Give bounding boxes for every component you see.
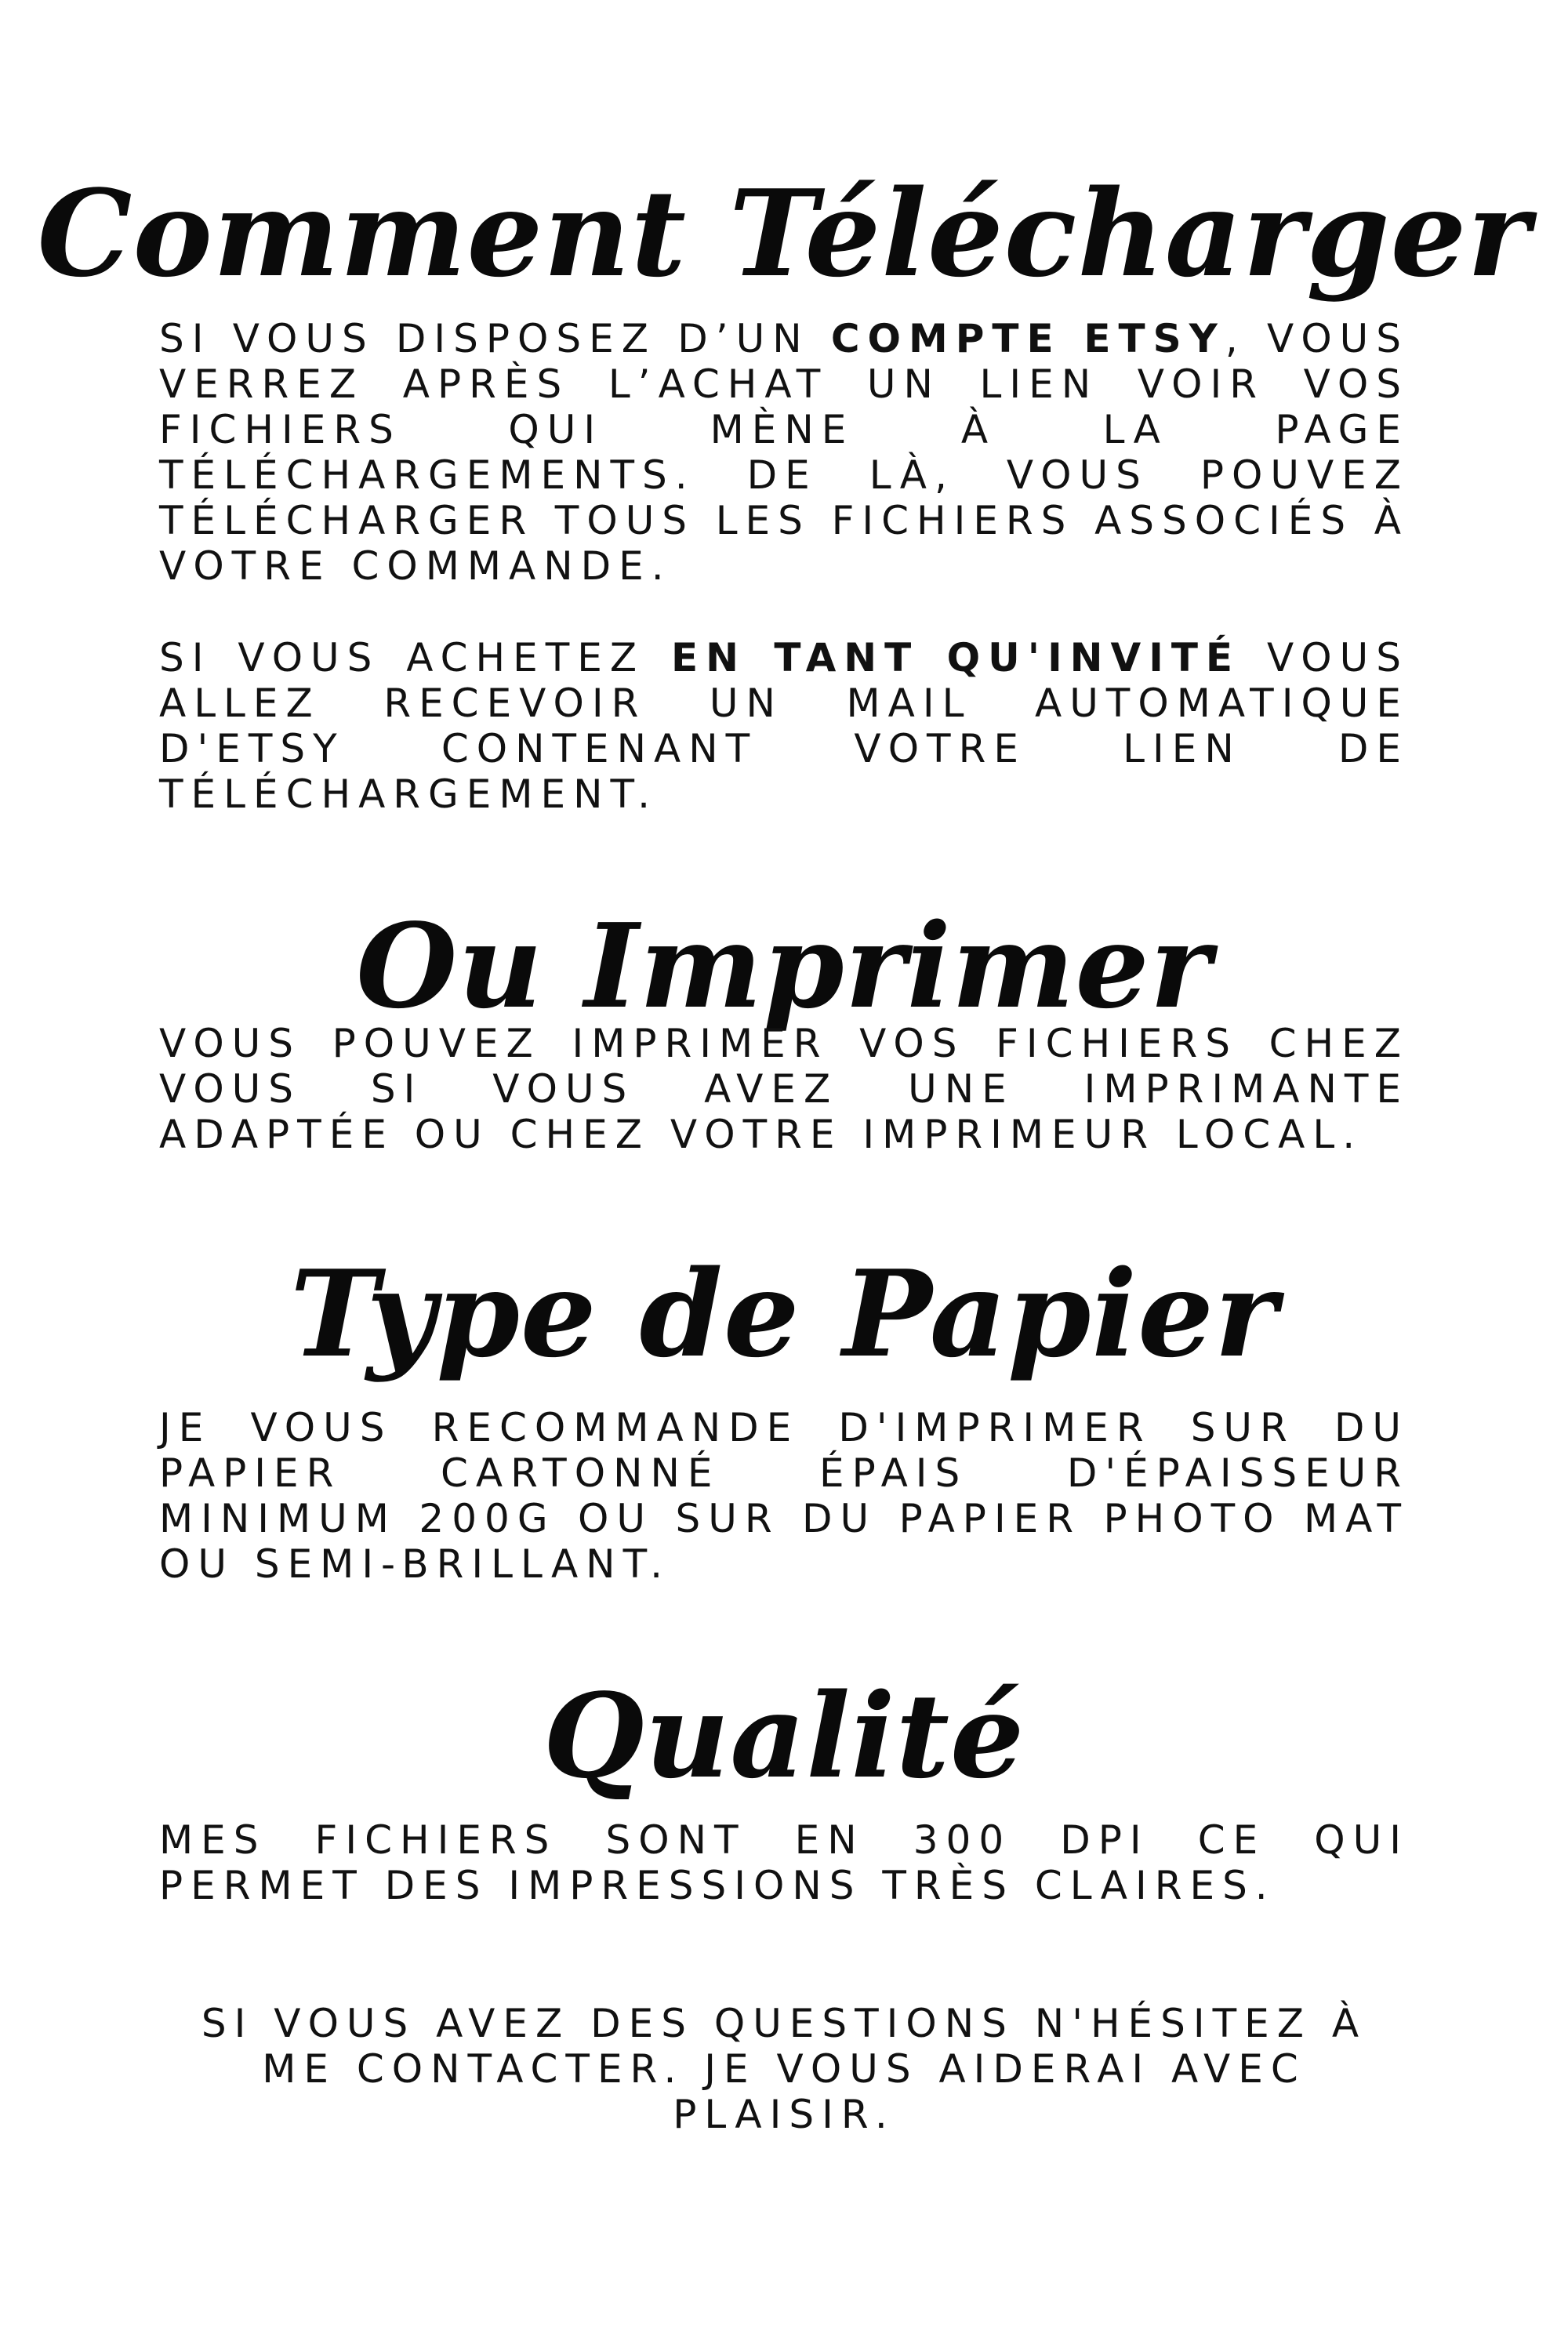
guest-text-bold: EN TANT QU'INVITÉ <box>670 635 1241 681</box>
heading-quality: Qualité <box>543 1668 1025 1804</box>
quality-paragraph: MES FICHIERS SONT EN 300 DPI CE QUI PERMET DES IMPRESSIONS TRÈS CLAIRES. <box>159 1817 1409 1908</box>
heading-download: Comment Télécharger <box>37 163 1531 303</box>
guest-text-end: VOUS ALLEZ RECEVOIR UN MAIL AUTOMATIQUE D'ETSY CONTENANT VOTRE LIEN DE TÉLÉCHARGEMENT. <box>159 635 1409 817</box>
paper-paragraph: JE VOUS RECOMMANDE D'IMPRIMER SUR DU PAPIER CARTONNÉ ÉPAIS D'ÉPAISSEUR MINIMUM 200G OU SUR DU PAPIER PHOTO MAT OU SEMI-BRILLANT. <box>159 1405 1409 1587</box>
print-paragraph: VOUS POUVEZ IMPRIMER VOS FICHIERS CHEZ VOUS SI VOUS AVEZ UNE IMPRIMANTE ADAPTÉE OU CHEZ VOTRE IMPRIMEUR LOCAL. <box>159 1021 1409 1157</box>
guest-text-start: SI VOUS ACHETEZ <box>159 635 671 681</box>
contact-paragraph: SI VOUS AVEZ DES QUESTIONS N'HÉSITEZ À ME CONTACTER. JE VOUS AIDERAI AVEC PLAISIR. <box>201 2001 1367 2137</box>
download-paragraph-account <box>159 316 1409 589</box>
download-text-etsy-account: COMPTE ETSY <box>830 316 1225 361</box>
heading-paper-type: Type de Papier <box>289 1243 1279 1384</box>
download-text-end: , VOUS VERREZ APRÈS L’ACHAT UN LIEN VOIR VOS FICHIERS QUI MÈNE À LA PAGE TÉLÉCHARGEMENTS. DE LÀ, VOUS POUVEZ TÉLÉCHARGER TOUS LES FICHIERS ASSOCIÉS À VOTRE COMMANDE. <box>159 316 1410 589</box>
heading-print: Ou Imprimer <box>356 898 1212 1034</box>
download-text-start: SI VOUS DISPOSEZ D’UN <box>159 316 831 361</box>
download-paragraph-guest <box>159 635 1409 817</box>
